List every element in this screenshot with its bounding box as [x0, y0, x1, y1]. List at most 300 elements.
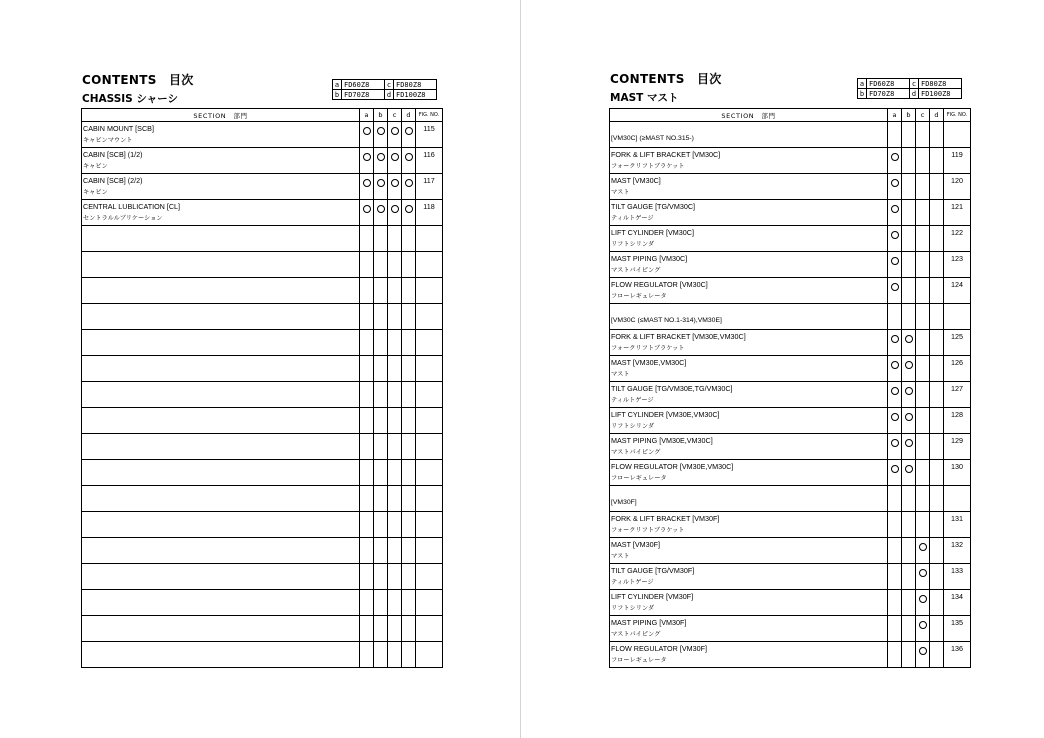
fig-no-cell [416, 590, 443, 616]
section-cell [82, 382, 360, 408]
model-mark-cell [888, 434, 902, 460]
section-cell [610, 486, 888, 512]
model-mark-cell [374, 304, 388, 330]
model-mark-cell [402, 486, 416, 512]
section-name-jp: マストパイピング [611, 631, 661, 638]
model-mark-cell [930, 356, 944, 382]
contents-table [81, 108, 443, 668]
model-mark-cell [930, 642, 944, 668]
model-mark-cell [902, 642, 916, 668]
model-mark-cell [388, 486, 402, 512]
fig-no-cell [944, 512, 971, 538]
section-name-jp: マスト [611, 371, 630, 378]
model-name: FD100Z8 [394, 90, 437, 100]
model-mark-cell [374, 408, 388, 434]
header-col-d: d [930, 109, 944, 122]
model-mark-cell [902, 200, 916, 226]
section-cell [82, 408, 360, 434]
fig-number: 115 [423, 124, 435, 133]
model-mark-cell [888, 122, 902, 148]
fig-number: 124 [951, 280, 963, 289]
fig-number: 133 [951, 566, 963, 575]
model-mark-cell [902, 434, 916, 460]
header-section: SECTION 部門 [610, 109, 888, 122]
header-col-d: d [402, 109, 416, 122]
model-key: a [333, 80, 342, 90]
section-cell [610, 382, 888, 408]
model-mark-cell [402, 408, 416, 434]
section-subtitle: MAST マスト [610, 92, 679, 104]
model-mark-cell [374, 278, 388, 304]
section-name-jp: フローレギュレータ [611, 475, 667, 482]
fig-no-cell [416, 304, 443, 330]
fig-no-cell [944, 226, 971, 252]
fig-no-cell [416, 122, 443, 148]
model-mark-cell [902, 356, 916, 382]
section-name-en: FLOW REGULATOR [VM30F] [611, 644, 707, 653]
fig-no-cell [416, 616, 443, 642]
empty-row [82, 564, 443, 590]
applicable-circle-icon [891, 465, 899, 473]
model-mark-cell [388, 564, 402, 590]
model-mark-cell [902, 512, 916, 538]
model-name: FD70Z8 [867, 89, 910, 99]
section-name-en: CENTRAL LUBLICATION [CL] [83, 202, 181, 211]
fig-no-cell [416, 356, 443, 382]
empty-row [82, 538, 443, 564]
empty-row [82, 486, 443, 512]
applicable-circle-icon [377, 153, 385, 161]
fig-no-cell [944, 564, 971, 590]
model-mark-cell [888, 148, 902, 174]
model-mark-cell [888, 642, 902, 668]
model-mark-cell [360, 304, 374, 330]
applicable-circle-icon [905, 413, 913, 421]
model-mark-cell [916, 252, 930, 278]
empty-row [82, 330, 443, 356]
section-cell [610, 642, 888, 668]
fig-number: 116 [423, 150, 435, 159]
fig-no-cell [416, 148, 443, 174]
model-mark-cell [916, 304, 930, 330]
section-name-jp: リフトシリンダ [611, 241, 655, 248]
empty-row [82, 356, 443, 382]
section-cell [82, 564, 360, 590]
model-mark-cell [374, 512, 388, 538]
section-name-en: MAST PIPING [VM30C] [611, 254, 688, 263]
fig-number: 129 [951, 436, 963, 445]
model-name: FD60Z8 [342, 80, 385, 90]
section-cell [610, 616, 888, 642]
page-title: CONTENTS 目次 [82, 73, 194, 87]
empty-row [82, 616, 443, 642]
section-name-jp: ティルトゲージ [611, 215, 654, 222]
model-mark-cell [402, 330, 416, 356]
model-mark-cell [888, 174, 902, 200]
model-mark-cell [902, 538, 916, 564]
section-name-jp: キャビンマウント [83, 137, 133, 144]
group-header-label: [VM30C] (≥MAST NO.315-) [611, 135, 694, 142]
model-mark-cell [360, 616, 374, 642]
fig-no-cell [416, 460, 443, 486]
model-mark-cell [374, 174, 388, 200]
model-mark-cell [888, 538, 902, 564]
section-name-jp: リフトシリンダ [611, 605, 655, 612]
model-mark-cell [930, 304, 944, 330]
model-mark-cell [402, 226, 416, 252]
table-row [610, 382, 971, 408]
group-header-label: [VM30C (≤MAST NO.1-314),VM30E] [611, 317, 722, 324]
applicable-circle-icon [363, 127, 371, 135]
empty-row [82, 590, 443, 616]
model-mark-cell [902, 304, 916, 330]
section-name-jp: リフトシリンダ [611, 423, 655, 430]
fig-number: 134 [951, 592, 963, 601]
table-row [610, 512, 971, 538]
section-cell [610, 538, 888, 564]
section-cell [82, 278, 360, 304]
model-mark-cell [374, 200, 388, 226]
section-name-jp: マストパイピング [611, 267, 661, 274]
model-mark-cell [388, 148, 402, 174]
header-fig-no: FIG. NO. [416, 109, 443, 122]
section-cell [82, 174, 360, 200]
model-mark-cell [388, 330, 402, 356]
model-mark-cell [388, 356, 402, 382]
section-cell [610, 174, 888, 200]
model-key: c [910, 79, 919, 89]
model-mark-cell [360, 382, 374, 408]
model-mark-cell [374, 252, 388, 278]
model-mark-cell [388, 408, 402, 434]
section-cell [82, 122, 360, 148]
model-mark-cell [402, 304, 416, 330]
model-mark-cell [888, 408, 902, 434]
applicable-circle-icon [891, 439, 899, 447]
fig-no-cell [416, 486, 443, 512]
model-mark-cell [930, 330, 944, 356]
model-legend [857, 78, 962, 99]
section-cell [82, 226, 360, 252]
empty-row [82, 434, 443, 460]
model-mark-cell [930, 538, 944, 564]
model-mark-cell [902, 330, 916, 356]
model-mark-cell [388, 278, 402, 304]
model-key: b [858, 89, 867, 99]
model-mark-cell [360, 434, 374, 460]
section-name-jp: セントラルルブリケーション [83, 215, 163, 222]
table-row [610, 460, 971, 486]
table-row [82, 174, 443, 200]
section-cell [82, 434, 360, 460]
model-mark-cell [930, 486, 944, 512]
table-row [610, 408, 971, 434]
fig-number: 127 [951, 384, 963, 393]
model-mark-cell [930, 408, 944, 434]
applicable-circle-icon [891, 387, 899, 395]
header-section: SECTION 部門 [82, 109, 360, 122]
section-name-jp: フローレギュレータ [611, 293, 667, 300]
fig-no-cell [416, 226, 443, 252]
model-mark-cell [388, 590, 402, 616]
model-mark-cell [388, 512, 402, 538]
section-name-jp: マスト [611, 189, 630, 196]
model-mark-cell [902, 252, 916, 278]
model-mark-cell [930, 616, 944, 642]
fig-no-cell [944, 122, 971, 148]
section-name-en: FORK & LIFT BRACKET [VM30C] [611, 150, 721, 159]
model-mark-cell [402, 174, 416, 200]
model-mark-cell [388, 200, 402, 226]
table-row [610, 590, 971, 616]
section-name-en: FORK & LIFT BRACKET [VM30F] [611, 514, 720, 523]
section-cell [82, 356, 360, 382]
section-name-en: CABIN MOUNT [SCB] [83, 124, 154, 133]
model-mark-cell [360, 278, 374, 304]
section-name-en: FLOW REGULATOR [VM30C] [611, 280, 708, 289]
section-name-en: FLOW REGULATOR [VM30E,VM30C] [611, 462, 734, 471]
model-mark-cell [888, 278, 902, 304]
empty-row [82, 460, 443, 486]
section-name-jp: ティルトゲージ [611, 397, 654, 404]
section-subtitle: CHASSIS シャーシ [82, 93, 178, 105]
model-mark-cell [916, 642, 930, 668]
section-cell [610, 356, 888, 382]
empty-row [82, 382, 443, 408]
section-cell [610, 564, 888, 590]
table-row [610, 356, 971, 382]
model-mark-cell [916, 434, 930, 460]
section-name-jp: フォークリフトブラケット [611, 527, 685, 534]
table-row [610, 200, 971, 226]
header-col-b: b [902, 109, 916, 122]
header-col-a: a [888, 109, 902, 122]
model-mark-cell [388, 122, 402, 148]
applicable-circle-icon [905, 387, 913, 395]
model-mark-cell [916, 590, 930, 616]
model-mark-cell [888, 590, 902, 616]
model-mark-cell [888, 252, 902, 278]
table-row [610, 148, 971, 174]
group-header-row [610, 486, 971, 512]
model-mark-cell [930, 382, 944, 408]
applicable-circle-icon [391, 205, 399, 213]
section-name-jp: フローレギュレータ [611, 657, 667, 664]
model-mark-cell [374, 356, 388, 382]
model-mark-cell [374, 434, 388, 460]
model-mark-cell [916, 174, 930, 200]
model-mark-cell [902, 122, 916, 148]
fig-no-cell [416, 538, 443, 564]
model-key: d [910, 89, 919, 99]
section-cell [610, 304, 888, 330]
section-cell [610, 512, 888, 538]
fig-no-cell [416, 382, 443, 408]
model-mark-cell [930, 252, 944, 278]
fig-no-cell [944, 408, 971, 434]
applicable-circle-icon [891, 153, 899, 161]
model-mark-cell [916, 122, 930, 148]
applicable-circle-icon [891, 179, 899, 187]
model-name: FD100Z8 [919, 89, 962, 99]
model-mark-cell [902, 382, 916, 408]
model-mark-cell [888, 564, 902, 590]
model-mark-cell [916, 226, 930, 252]
fig-no-cell [416, 174, 443, 200]
fig-number: 120 [951, 176, 963, 185]
model-mark-cell [360, 330, 374, 356]
section-cell [82, 330, 360, 356]
fig-no-cell [944, 486, 971, 512]
model-mark-cell [916, 564, 930, 590]
section-cell [610, 408, 888, 434]
model-mark-cell [402, 122, 416, 148]
table-header [610, 109, 971, 122]
model-mark-cell [888, 330, 902, 356]
model-mark-cell [360, 174, 374, 200]
fig-no-cell [416, 408, 443, 434]
applicable-circle-icon [391, 179, 399, 187]
applicable-circle-icon [919, 595, 927, 603]
model-mark-cell [360, 356, 374, 382]
fig-number: 119 [951, 150, 963, 159]
model-mark-cell [916, 200, 930, 226]
table-row [610, 330, 971, 356]
model-mark-cell [916, 538, 930, 564]
model-mark-cell [402, 642, 416, 668]
model-mark-cell [930, 200, 944, 226]
model-mark-cell [374, 148, 388, 174]
model-name: FD60Z8 [867, 79, 910, 89]
section-cell [82, 512, 360, 538]
fig-number: 123 [951, 254, 963, 263]
model-mark-cell [374, 330, 388, 356]
model-mark-cell [888, 512, 902, 538]
section-name-en: LIFT CYLINDER [VM30E,VM30C] [611, 410, 720, 419]
model-mark-cell [902, 460, 916, 486]
model-mark-cell [360, 486, 374, 512]
model-mark-cell [374, 616, 388, 642]
model-mark-cell [930, 512, 944, 538]
group-header-row [610, 122, 971, 148]
model-key: a [858, 79, 867, 89]
section-cell [82, 616, 360, 642]
section-name-jp: フォークリフトブラケット [611, 345, 685, 352]
fig-no-cell [944, 616, 971, 642]
model-mark-cell [888, 382, 902, 408]
section-cell [610, 330, 888, 356]
header-fig-no: FIG. NO. [944, 109, 971, 122]
fig-no-cell [944, 538, 971, 564]
section-name-en: LIFT CYLINDER [VM30C] [611, 228, 694, 237]
applicable-circle-icon [919, 647, 927, 655]
model-mark-cell [916, 512, 930, 538]
model-mark-cell [360, 642, 374, 668]
table-row [610, 174, 971, 200]
section-cell [82, 590, 360, 616]
fig-no-cell [944, 434, 971, 460]
model-mark-cell [388, 642, 402, 668]
applicable-circle-icon [377, 179, 385, 187]
applicable-circle-icon [405, 127, 413, 135]
applicable-circle-icon [891, 413, 899, 421]
fig-number: 126 [951, 358, 963, 367]
fig-no-cell [416, 512, 443, 538]
section-name-en: MAST PIPING [VM30E,VM30C] [611, 436, 713, 445]
model-name: FD80Z8 [394, 80, 437, 90]
model-mark-cell [902, 590, 916, 616]
model-mark-cell [902, 408, 916, 434]
model-mark-cell [902, 174, 916, 200]
model-mark-cell [388, 226, 402, 252]
model-mark-cell [930, 460, 944, 486]
model-mark-cell [388, 538, 402, 564]
section-name-en: CABIN [SCB] (1/2) [83, 150, 143, 159]
fig-number: 131 [951, 514, 963, 523]
model-mark-cell [388, 460, 402, 486]
section-cell [610, 226, 888, 252]
section-cell [610, 200, 888, 226]
empty-row [82, 642, 443, 668]
applicable-circle-icon [363, 153, 371, 161]
model-mark-cell [888, 486, 902, 512]
model-mark-cell [388, 616, 402, 642]
section-name-jp: キャビン [83, 189, 108, 196]
section-name-en: TILT GAUGE [TG/VM30F] [611, 566, 695, 575]
model-mark-cell [388, 382, 402, 408]
fig-number: 136 [951, 644, 963, 653]
group-header-row [610, 304, 971, 330]
applicable-circle-icon [891, 335, 899, 343]
model-mark-cell [360, 564, 374, 590]
applicable-circle-icon [905, 335, 913, 343]
section-name-jp: ティルトゲージ [611, 579, 654, 586]
section-name-en: MAST [VM30C] [611, 176, 661, 185]
applicable-circle-icon [377, 205, 385, 213]
empty-row [82, 408, 443, 434]
fig-number: 132 [951, 540, 963, 549]
table-header [82, 109, 443, 122]
model-mark-cell [388, 434, 402, 460]
section-cell [610, 460, 888, 486]
applicable-circle-icon [405, 179, 413, 187]
model-mark-cell [916, 330, 930, 356]
fig-no-cell [944, 278, 971, 304]
model-mark-cell [916, 382, 930, 408]
fig-number: 128 [951, 410, 963, 419]
model-key: b [333, 90, 342, 100]
model-mark-cell [902, 226, 916, 252]
applicable-circle-icon [919, 569, 927, 577]
applicable-circle-icon [377, 127, 385, 135]
empty-row [82, 226, 443, 252]
section-cell [82, 252, 360, 278]
table-row [610, 278, 971, 304]
model-legend [332, 79, 437, 100]
model-mark-cell [402, 538, 416, 564]
applicable-circle-icon [891, 361, 899, 369]
applicable-circle-icon [905, 465, 913, 473]
table-row [610, 642, 971, 668]
section-cell [82, 486, 360, 512]
model-mark-cell [388, 174, 402, 200]
model-mark-cell [360, 200, 374, 226]
fig-number: 122 [951, 228, 963, 237]
model-mark-cell [888, 460, 902, 486]
section-name-en: LIFT CYLINDER [VM30F] [611, 592, 694, 601]
model-mark-cell [402, 148, 416, 174]
page-title: CONTENTS 目次 [610, 72, 722, 86]
